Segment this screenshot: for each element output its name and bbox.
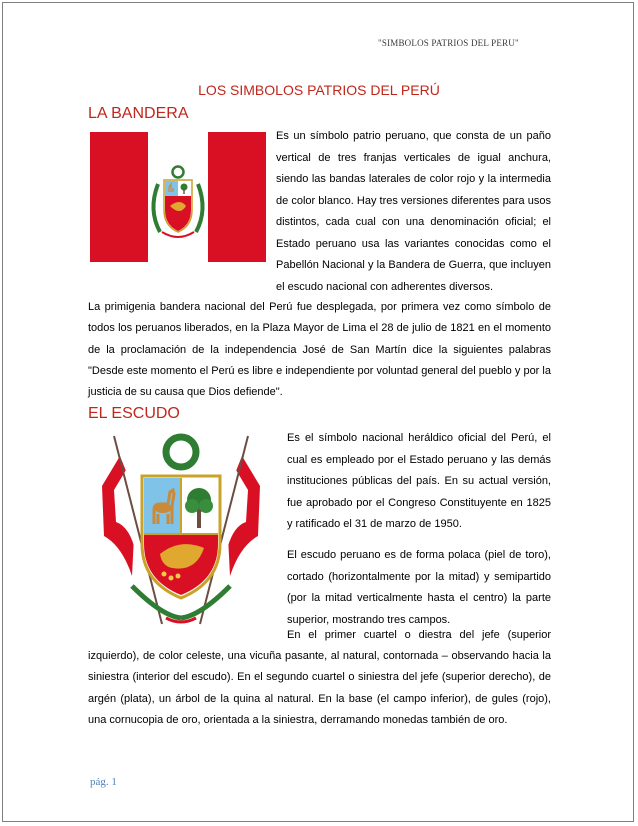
- flag-description-side: Es un símbolo patrio peruano, que consta de un paño vertical de tres franjas verticales de igual anchura, siendo las bandas laterales de color rojo y la intermedia de color blanco. Hay tres versiones diferentes para usos distintos, cada cual con una denominación oficial; el Estado peruano usa las variantes conocidas como el Pabellón Nacional y la Bandera de Guerra, que incluyen el escudo nacional con adherentes diversos.: [276, 130, 551, 293]
- shield-description-side-1: Es el símbolo nacional heráldico oficial del Perú, el cual es empleado por el Estado peruano y las demás instituciones públicas del país. En su actual versión, fue aprobado por el Congreso Constituyente en 1825 y ratificado el 31 de marzo de 1950.: [287, 432, 551, 530]
- running-header: "SIMBOLOS PATRIOS DEL PERU": [378, 38, 519, 48]
- page-title: LOS SIMBOLOS PATRIOS DEL PERÚ: [198, 82, 440, 98]
- shield-description-side-3: En el primer cuartel o diestra del jefe (superior: [287, 629, 551, 641]
- page-number: pág. 1: [90, 776, 117, 788]
- shield-description-side-2: El escudo peruano es de forma polaca (piel de toro), cortado (horizontalmente por la mitad) y semipartido (por la mitad verticalmente hasta el centro) la parte superior, mostrando tres campos.: [287, 549, 551, 626]
- peru-flag-image: [90, 132, 266, 262]
- shield-quarters-paragraph: izquierdo), de color celeste, una vicuña pasante, al natural, contornada – observando hacia la siniestra (interior del escudo). En el segundo cuartel o siniestra del jefe (superior derecho), de argén (plata), un árbol de la quina al natural. En la base (el campo inferior), de gules (rojo), una cornucopia de oro, orientada a la siniestra, derramando monedas también de oro.: [88, 650, 551, 726]
- section-heading-shield: EL ESCUDO: [88, 405, 180, 422]
- section-heading-flag: LA BANDERA: [88, 105, 189, 122]
- flag-history-paragraph: La primigenia bandera nacional del Perú fue desplegada, por primera vez como símbolo de todos los peruanos liberados, en la Plaza Mayor de Lima el 28 de julio de 1821 en el momento de la proclamación de la independencia José de San Martín dice la siguientes palabras "Desde este momento el Perú es libre e independiente por voluntad general del pueblo y por la justicia de su causa que Dios defiende".: [88, 301, 551, 399]
- peru-coat-of-arms-image: [92, 426, 270, 634]
